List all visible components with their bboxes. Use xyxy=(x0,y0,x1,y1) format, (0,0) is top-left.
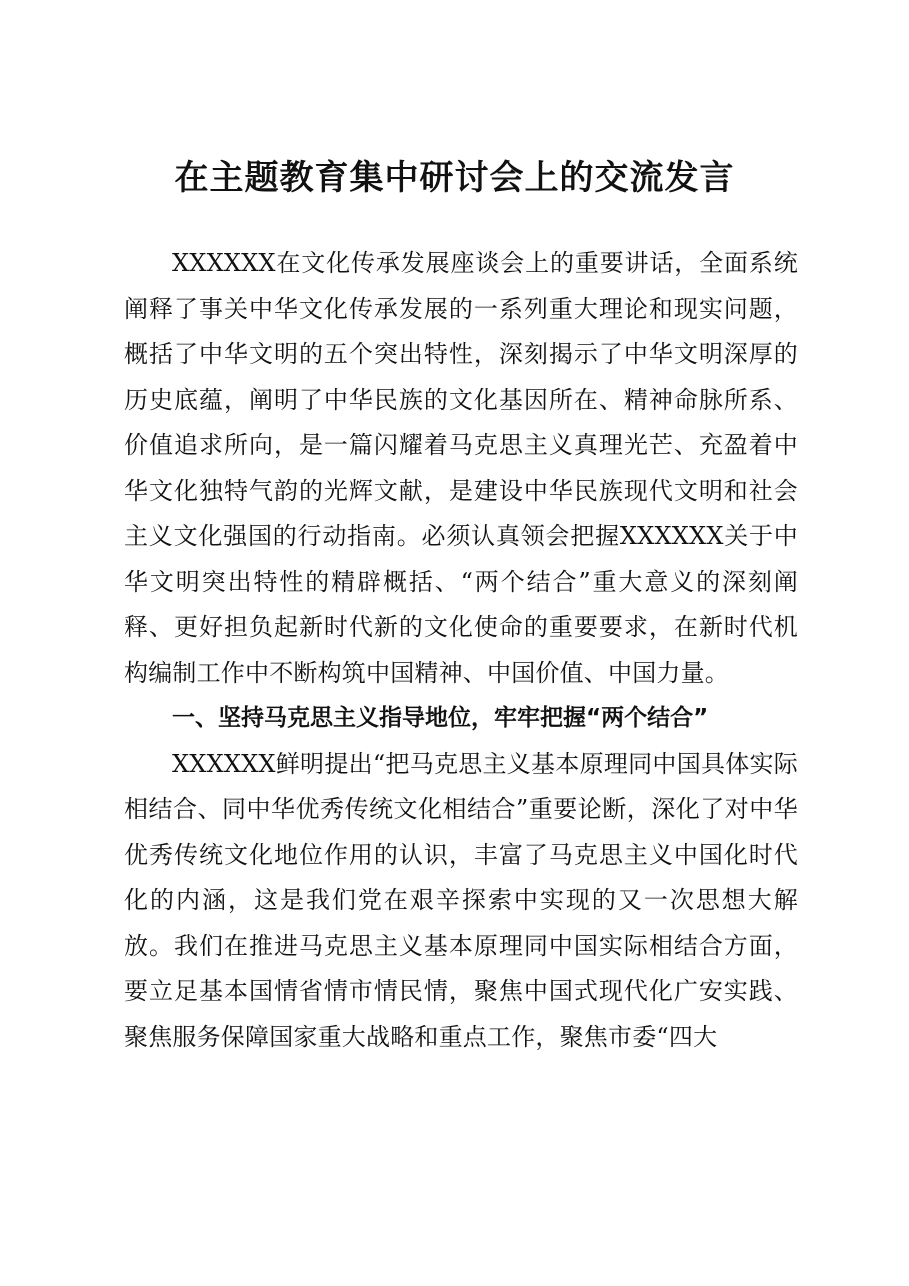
document-title: 在主题教育集中研讨会上的交流发言 xyxy=(174,158,735,198)
paragraph-intro: XXXXXX在文化传承发展座谈会上的重要讲话，全面系统阐释了事关中华文化传承发展的一系列重大理论和现实问题，概括了中华文明的五个突出特性，深刻揭示了中华文明深厚的历史底蕴，阐明了中华民族的文化基因所在、精神命脉所系、价值追求所向，是一篇闪耀着马克思主义真理光芒、充盈着中华文化独特气韵的光辉文献，是建设中华民族现代文明和社会主义文化强国的行动指南。必须认真领会把握XXXXXX关于中华文明突出特性的精辟概括、“两个结合”重大意义的深刻阐释、更好担负起新时代新的文化使命的重要要求，在新时代机构编制工作中不断构筑中国精神、中国价值、中国力量。 xyxy=(124,249,798,687)
paragraph-section-1: XXXXXX鲜明提出“把马克思主义基本原理同中国具体实际相结合、同中华优秀传统文化相结合”重要论断，深化了对中华优秀传统文化地位作用的认识，丰富了马克思主义中国化时代化的内涵，这是我们党在艰辛探索中实现的又一次思想大解放。我们在推进马克思主义基本原理同中国实际相结合方面，要立足基本国情省情市情民情，聚焦中国式现代化广安实践、聚焦服务保障国家重大战略和重点工作，聚焦市委“四大 xyxy=(124,749,798,1051)
section-heading-1: 一、坚持马克思主义指导地位，牢牢把握“两个结合” xyxy=(172,705,709,731)
document-body xyxy=(124,241,798,1060)
